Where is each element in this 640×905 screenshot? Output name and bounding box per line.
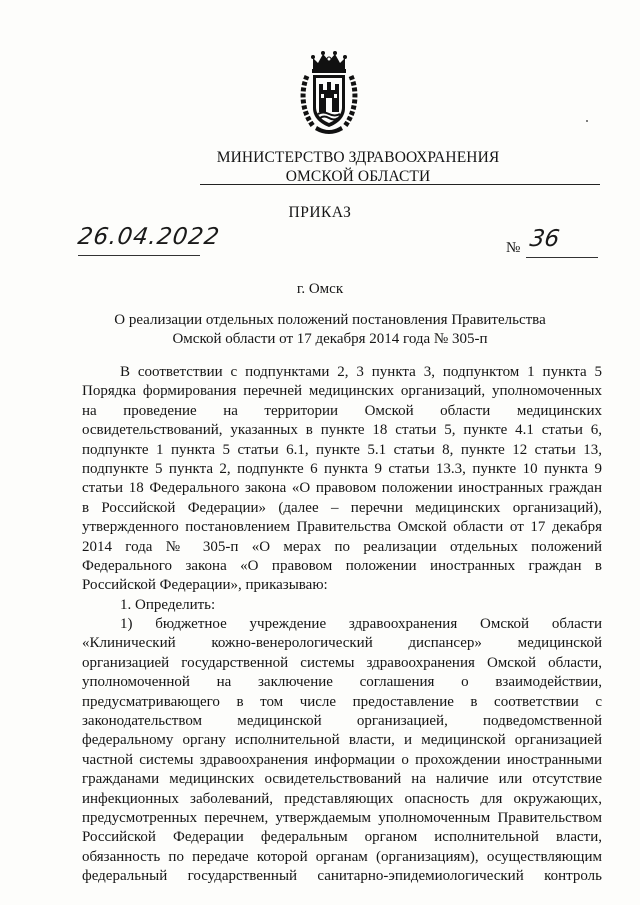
order-subject <box>100 311 560 349</box>
ministry-line-2: ОМСКОЙ ОБЛАСТИ <box>285 168 431 185</box>
body-line: федеральный государственный санитарно-эпидемиологический контроль <box>82 868 602 885</box>
body-line: Порядка формирования перечней медицинских организаций, уполномоченных <box>82 383 602 400</box>
subject-line-1: О реализации отдельных положений постановления Правительства <box>114 312 546 328</box>
body-line: предусматривающего в том числе предоставление в соответствии с <box>82 693 602 710</box>
body-line: организацией государственной системы здравоохранения Омской области, <box>82 654 602 671</box>
body-line: обязанность по передаче которой органам (организациям), осуществляющим <box>82 848 602 865</box>
order-body <box>82 363 602 887</box>
body-line: 1) бюджетное учреждение здравоохранения Омской области <box>120 616 602 633</box>
body-line: Российской Федерации федеральным органом исполнительной власти, <box>82 829 602 846</box>
number-underline <box>526 257 598 258</box>
body-line: Российской Федерации», приказываю: <box>82 577 328 594</box>
body-line: подпункте 5 пункта 2, подпункте 6 пункта 9 статьи 13.3, пункте 10 пункта 9 <box>82 460 602 477</box>
body-line: Федерального закона «О правовом положении иностранных граждан в <box>82 557 602 574</box>
body-line: законодательством медицинской организацией, подведомственной <box>82 713 602 730</box>
body-line: 1. Определить: <box>120 596 216 613</box>
body-line: В соответствии с подпунктами 2, 3 пункта 3, подпунктом 1 пункта 5 <box>120 364 602 380</box>
body-line: утвержденного постановлением Правительства Омской области от 17 декабря <box>82 519 602 536</box>
body-line: на проведение на территории Омской области медицинских <box>82 402 602 419</box>
body-line: в Российской Федерации» (далее – перечни медицинских организаций), <box>82 499 602 516</box>
ministry-line-1: МИНИСТЕРСТВО ЗДРАВООХРАНЕНИЯ <box>216 149 500 166</box>
order-title: ПРИКАЗ <box>288 204 352 221</box>
body-line: статьи 18 Федерального закона «О правовом положении иностранных граждан <box>82 480 602 497</box>
body-line: подпункте 1 пункта 5 статьи 6.1, пункте 5.1 статьи 8, пункте 12 статьи 13, <box>82 441 602 458</box>
coat-of-arms-emblem <box>299 50 359 134</box>
body-line: предусмотренных перечнем, утверждаемым уполномоченным Правительством <box>82 809 602 826</box>
body-line: частной системы здравоохранения информации о прохождении иностранными <box>82 751 602 768</box>
body-line: уполномоченной на заключение соглашения о взаимодействии, <box>82 674 602 691</box>
date-underline <box>78 255 200 256</box>
body-line: «Клинический кожно-венерологический диспансер» медицинской <box>82 635 602 652</box>
ministry-name <box>200 148 516 186</box>
subject-line-2: Омской области от 17 декабря 2014 года № 305-п <box>172 331 488 347</box>
body-line: федеральному органу исполнительной власти, и медицинской организацией <box>82 732 602 749</box>
city-line: г. Омск <box>296 281 344 297</box>
body-line: 2014 года № 305-п «О мерах по реализации отдельных положений <box>82 538 602 555</box>
handwritten-number: 36 <box>528 226 562 252</box>
header-divider <box>200 184 600 185</box>
body-line: гражданами медицинских освидетельствований на наличие или отсутствие <box>82 771 602 788</box>
scan-speck <box>586 120 588 122</box>
body-line: инфекционных заболеваний, представляющих опасность для окружающих, <box>82 790 602 807</box>
handwritten-date: 26.04.2022 <box>76 224 222 250</box>
body-line: освидетельствований, указанных в пункте 18 статьи 5, пункте 4.1 статьи 6, <box>82 422 602 439</box>
number-sign: № <box>506 240 521 256</box>
